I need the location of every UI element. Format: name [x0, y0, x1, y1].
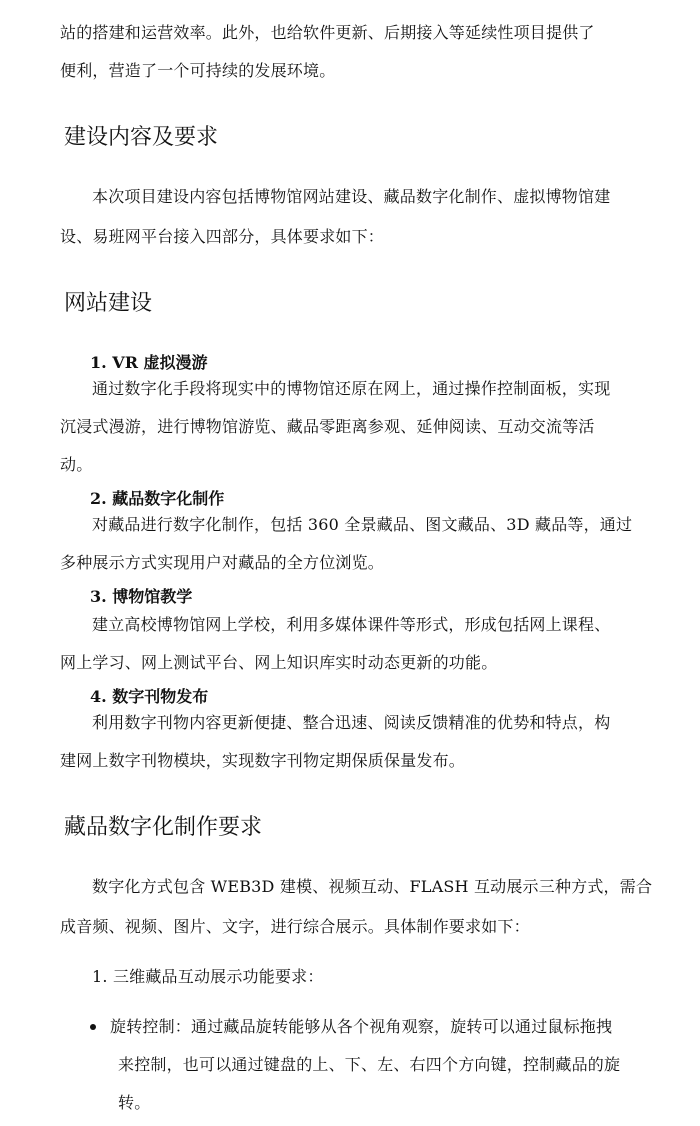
- item-digitization-line-1: 对藏品进行数字化制作，包括 360 全景藏品、图文藏品、3D 藏品等，通过: [92, 515, 633, 534]
- list-title-3d-display: 1. 三维藏品互动展示功能要求：: [92, 967, 324, 986]
- item-teaching-line-2: 网上学习、网上测试平台、网上知识库实时动态更新的功能。: [60, 653, 498, 672]
- intro-line-1: 站的搭建和运营效率。此外，也给软件更新、后期接入等延续性项目提供了: [60, 23, 595, 42]
- section-heading-digitization-requirements: 藏品数字化制作要求: [64, 815, 263, 840]
- item-vr-line-2: 沉浸式漫游，进行博物馆游览、藏品零距离参观、延伸阅读、互动交流等活: [60, 417, 595, 436]
- item-title-digitization: 2. 藏品数字化制作: [90, 489, 225, 508]
- item-publication-line-1: 利用数字刊物内容更新便捷、整合迅速、阅读反馈精准的优势和特点，构: [92, 713, 611, 732]
- bullet-dot-icon: [90, 1024, 96, 1030]
- section1-line-1: 本次项目建设内容包括博物馆网站建设、藏品数字化制作、虚拟博物馆建: [92, 187, 611, 206]
- item-digitization-line-2: 多种展示方式实现用户对藏品的全方位浏览。: [60, 553, 385, 572]
- section-heading-requirements: 建设内容及要求: [64, 125, 219, 150]
- item-title-publication: 4. 数字刊物发布: [90, 687, 209, 706]
- bullet-line-1: 旋转控制：通过藏品旋转能够从各个视角观察，旋转可以通过鼠标拖拽: [110, 1017, 613, 1036]
- item-vr-line-1: 通过数字化手段将现实中的博物馆还原在网上，通过操作控制面板，实现: [92, 379, 611, 398]
- item-vr-line-3: 动。: [60, 455, 93, 474]
- item-title-vr: 1. VR 虚拟漫游: [90, 353, 208, 372]
- bullet-line-3: 转。: [118, 1093, 151, 1112]
- section3-line-1: 数字化方式包含 WEB3D 建模、视频互动、FLASH 互动展示三种方式，需合: [92, 877, 653, 896]
- section3-line-2: 成音频、视频、图片、文字，进行综合展示。具体制作要求如下：: [60, 917, 530, 936]
- section-heading-website: 网站建设: [64, 291, 153, 316]
- item-title-teaching: 3. 博物馆教学: [90, 587, 193, 606]
- item-teaching-line-1: 建立高校博物馆网上学校，利用多媒体课件等形式，形成包括网上课程、: [92, 615, 611, 634]
- section1-line-2: 设、易班网平台接入四部分，具体要求如下：: [60, 227, 385, 246]
- item-publication-line-2: 建网上数字刊物模块，实现数字刊物定期保质保量发布。: [60, 751, 466, 770]
- intro-line-2: 便利，营造了一个可持续的发展环境。: [60, 61, 336, 80]
- bullet-line-2: 来控制，也可以通过键盘的上、下、左、右四个方向键，控制藏品的旋: [118, 1055, 621, 1074]
